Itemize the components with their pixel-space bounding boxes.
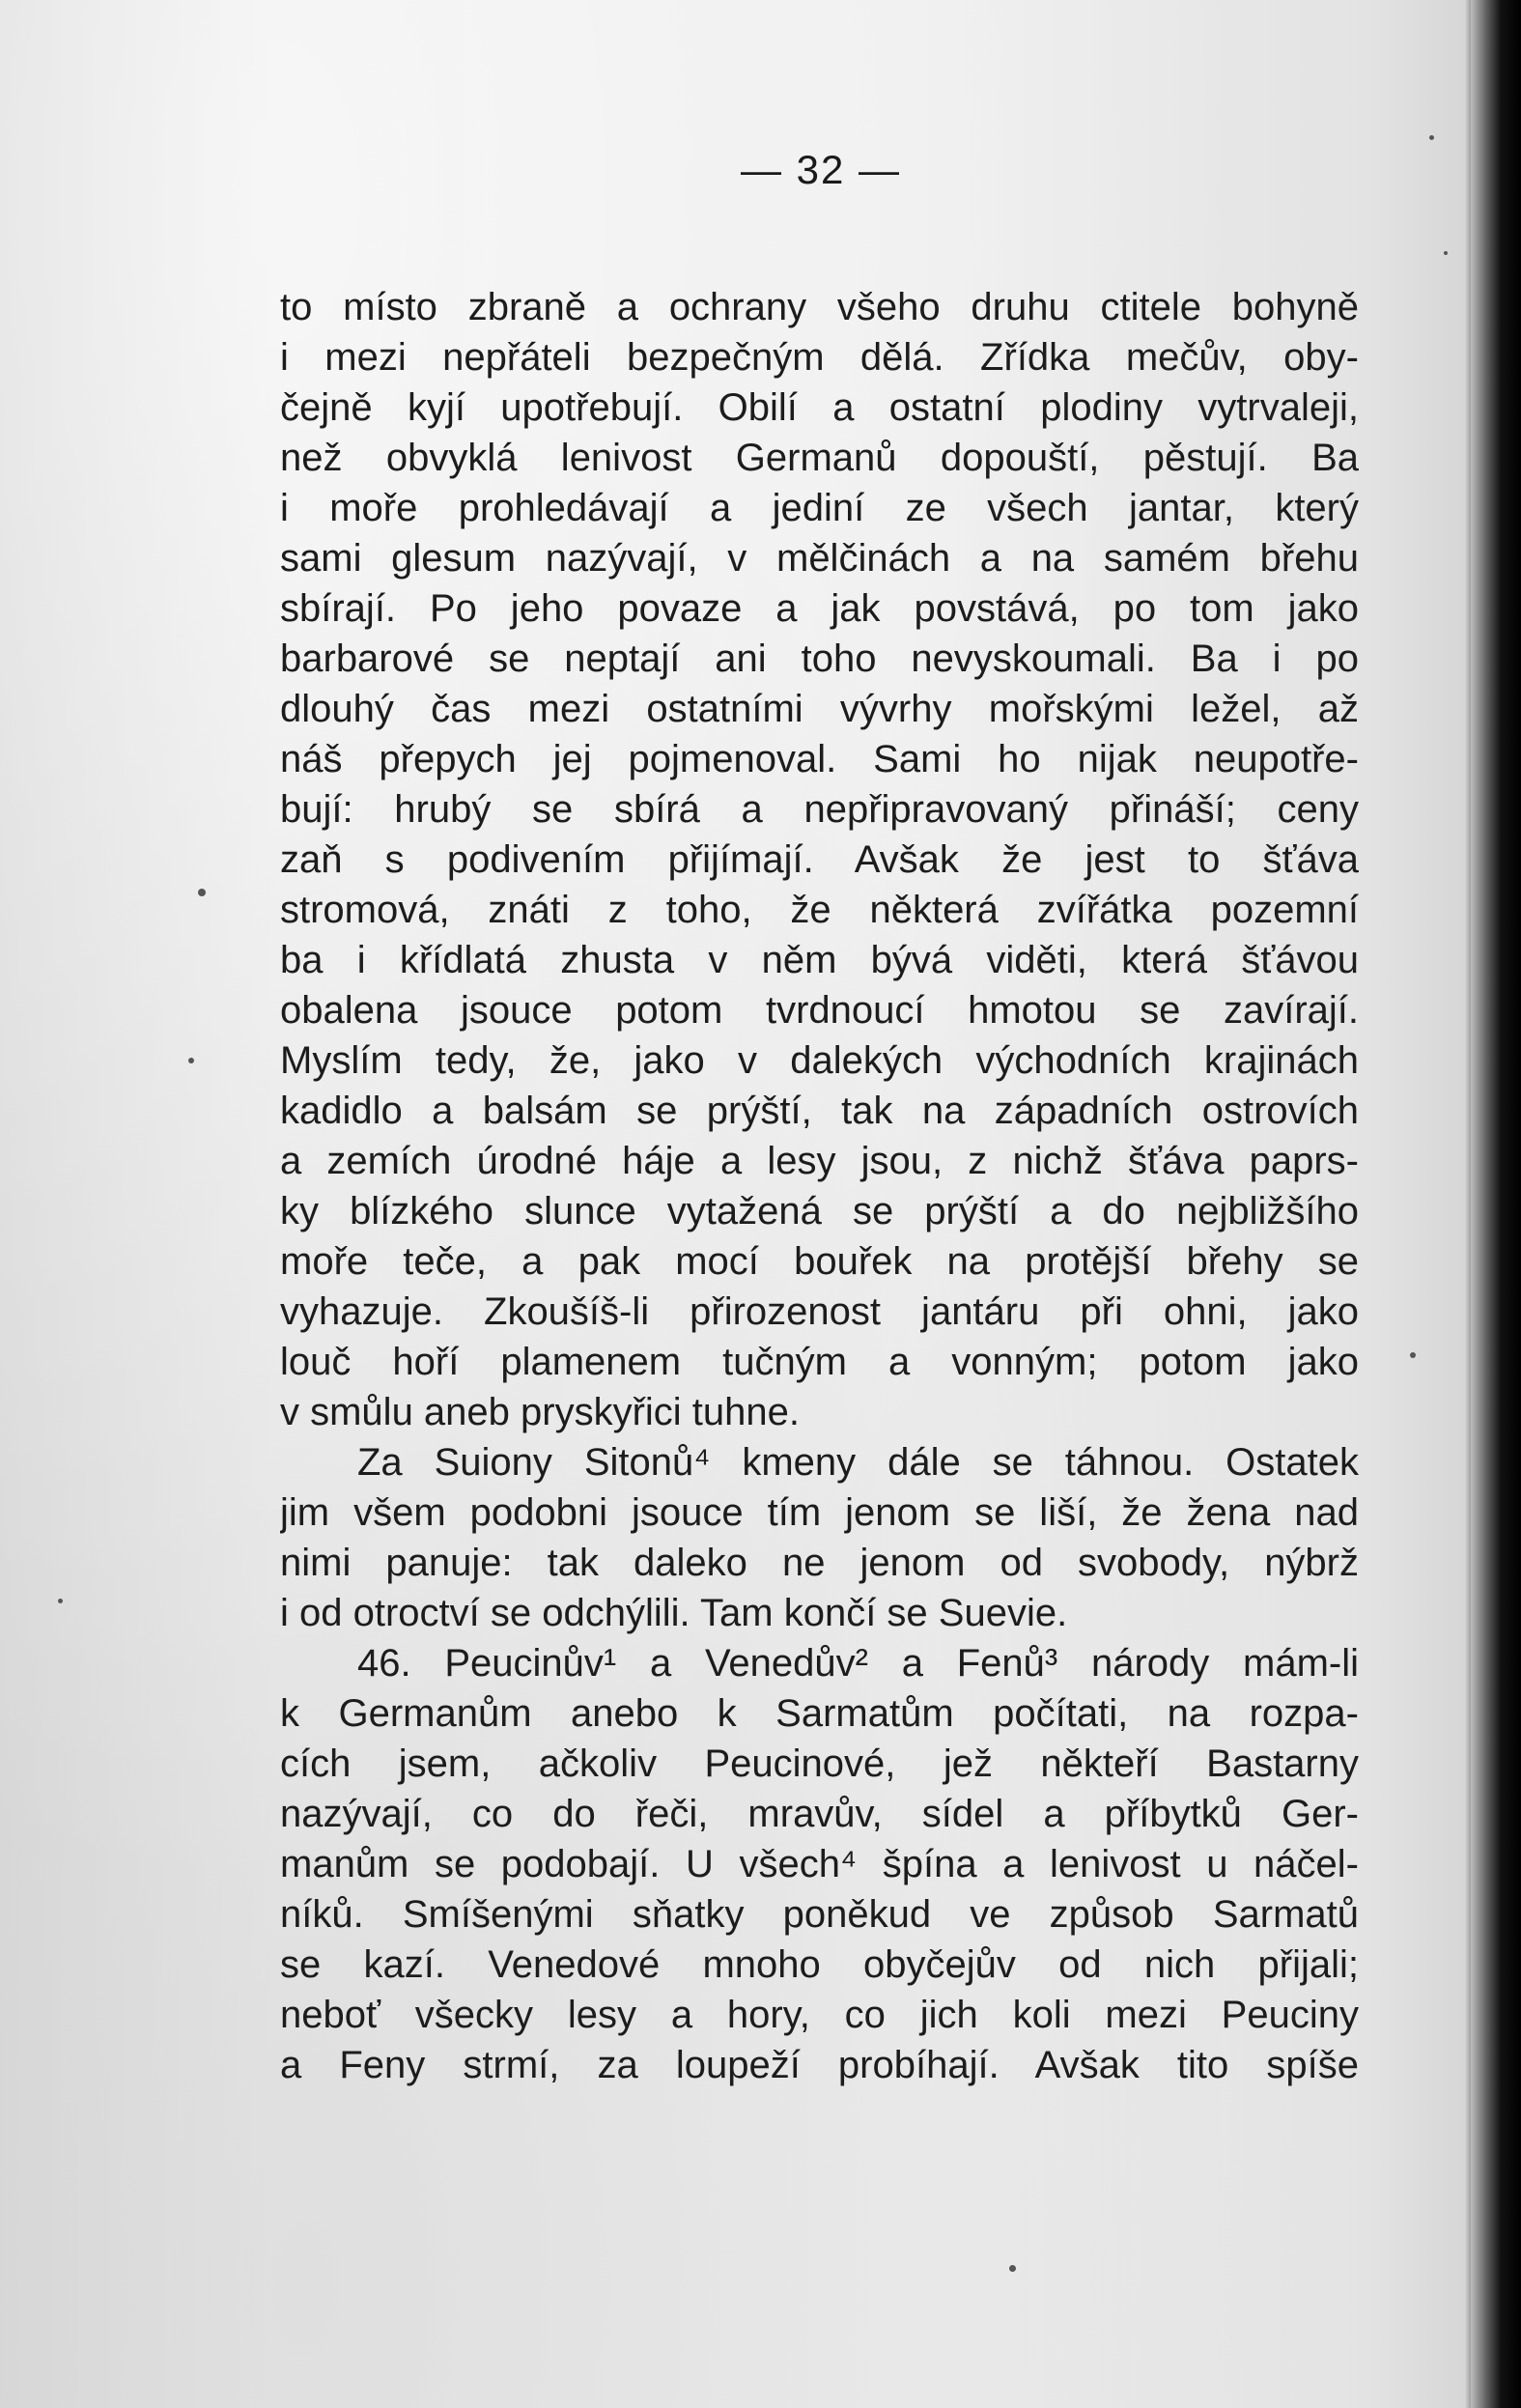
section-first-line: 46. Peucinův¹ a Venedův² a Fenů³ národy mám-li xyxy=(357,1642,1359,1685)
text-line: jim všem podobni jsouce tím jenom se liší, že žena nad xyxy=(280,1491,1359,1534)
text-line: manům se podobají. U všech⁴ špína a lenivost u náčel- xyxy=(280,1843,1359,1885)
ink-speck xyxy=(1429,135,1434,140)
text-line: a Feny strmí, za loupeží probíhají. Avšak tito spíše xyxy=(280,2044,1359,2086)
text-line: ba i křídlatá zhusta v něm bývá viděti, která šťávou xyxy=(280,939,1359,981)
text-line: sami glesum nazývají, v mělčinách a na samém břehu xyxy=(280,537,1359,580)
text-line: nazývají, co do řeči, mravův, sídel a příbytků Ger- xyxy=(280,1793,1359,1835)
text-line: stromová, znáti z toho, že některá zvířátka pozemní xyxy=(280,889,1359,931)
text-line: to místo zbraně a ochrany všeho druhu ctitele bohyně xyxy=(280,286,1359,328)
text-line: a zemích úrodné háje a lesy jsou, z nichž šťáva paprs- xyxy=(280,1140,1359,1182)
text-line: níků. Smíšenými sňatky poněkud ve způsob Sarmatů xyxy=(280,1893,1359,1936)
paragraph-first-line: Za Suiony Sitonů⁴ kmeny dále se táhnou. Ostatek xyxy=(357,1441,1359,1484)
text-line: barbarové se neptají ani toho nevyskoumali. Ba i po xyxy=(280,637,1359,680)
ink-speck xyxy=(58,1599,63,1603)
text-line: se kazí. Venedové mnoho obyčejův od nich přijali; xyxy=(280,1943,1359,1986)
ink-speck xyxy=(198,889,206,896)
paragraph-end-line: i od otroctví se odchýlili. Tam končí se Suevie. xyxy=(280,1592,1068,1634)
text-line: cích jsem, ačkoliv Peucinové, jež někteří Bastarny xyxy=(280,1742,1359,1785)
text-line: louč hoří plamenem tučným a vonným; potom jako xyxy=(280,1341,1359,1383)
text-line: moře teče, a pak mocí bouřek na protější břehy se xyxy=(280,1240,1359,1283)
text-line: obalena jsouce potom tvrdnoucí hmotou se zavírají. xyxy=(280,989,1359,1032)
text-line: než obvyklá lenivost Germanů dopouští, pěstují. Ba xyxy=(280,437,1359,479)
text-line: nimi panuje: tak daleko ne jenom od svobody, nýbrž xyxy=(280,1542,1359,1584)
text-line: kadidlo a balsám se prýští, tak na západních ostrovích xyxy=(280,1090,1359,1132)
ink-speck xyxy=(1009,2265,1016,2272)
ink-speck xyxy=(1444,251,1448,255)
text-line: sbírají. Po jeho povaze a jak povstává, po tom jako xyxy=(280,587,1359,630)
text-line: dlouhý čas mezi ostatními vývrhy mořskými ležel, až xyxy=(280,688,1359,730)
paragraph-end-line: v smůlu aneb pryskyřici tuhne. xyxy=(280,1391,801,1433)
text-line: ky blízkého slunce vytažená se prýští a do nejbližšího xyxy=(280,1190,1359,1232)
book-binding xyxy=(1471,0,1521,2408)
text-line: bují: hrubý se sbírá a nepřipravovaný přináší; ceny xyxy=(280,788,1359,831)
text-line: neboť všecky lesy a hory, co jich koli mezi Peuciny xyxy=(280,1994,1359,2036)
text-line: k Germanům anebo k Sarmatům počítati, na rozpa- xyxy=(280,1692,1359,1735)
body-text xyxy=(280,282,1359,2090)
text-line: i mezi nepřáteli bezpečným dělá. Zřídka mečův, oby- xyxy=(280,336,1359,379)
text-line: čejně kyjí upotřebují. Obilí a ostatní plodiny vytrvaleji, xyxy=(280,386,1359,429)
text-line: Myslím tedy, že, jako v dalekých východních krajinách xyxy=(280,1039,1359,1082)
text-line: vyhazuje. Zkoušíš-li přirozenost jantáru při ohni, jako xyxy=(280,1290,1359,1333)
text-line: zaň s podivením přijímají. Avšak že jest to šťáva xyxy=(280,838,1359,881)
ink-speck xyxy=(188,1058,194,1063)
page-number: — 32 — xyxy=(740,147,902,192)
text-line: i moře prohledávají a jediní ze všech jantar, který xyxy=(280,487,1359,529)
ink-speck xyxy=(1410,1352,1416,1358)
text-line: náš přepych jej pojmenoval. Sami ho nijak neupotře- xyxy=(280,738,1359,780)
